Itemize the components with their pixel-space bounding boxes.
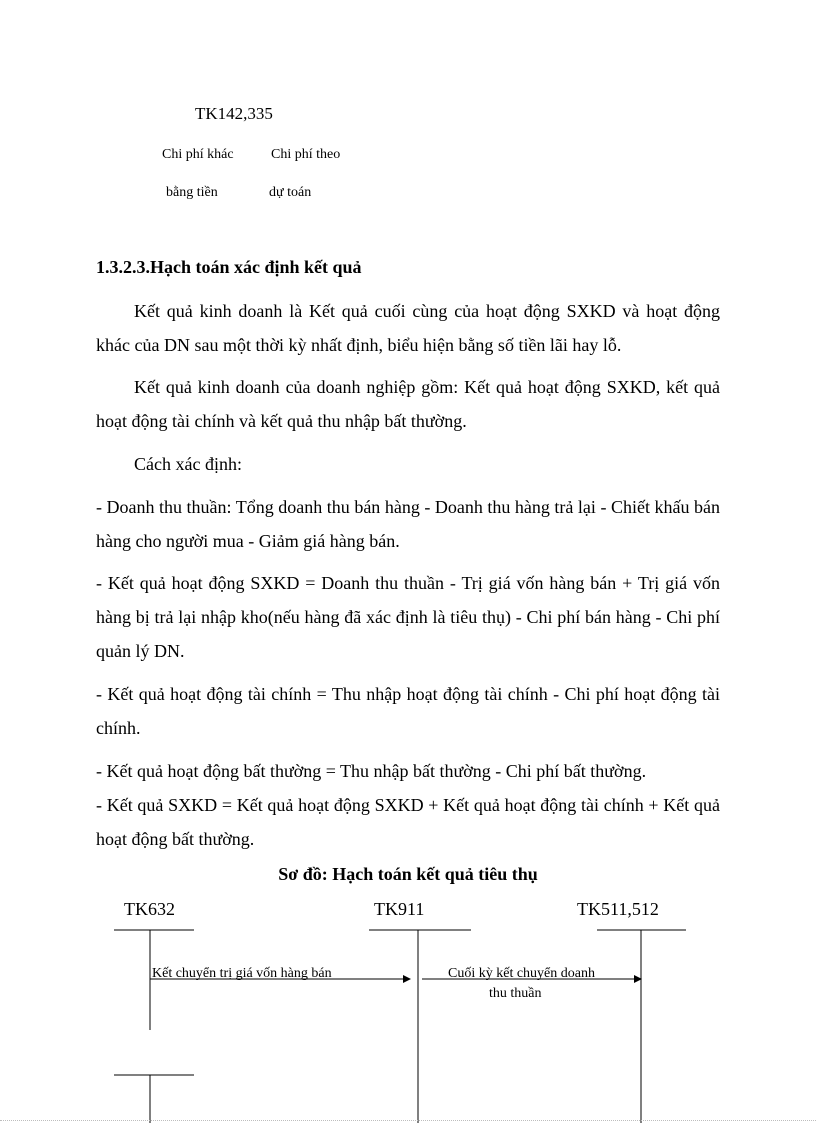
- paragraph-method: Cách xác định:: [134, 454, 242, 474]
- arrow2-label-line1: Cuối kỳ kết chuyển doanh: [448, 966, 595, 981]
- top-col-right-line2: dự toán: [269, 185, 312, 200]
- bullet-net-revenue: - Doanh thu thuần: Tổng doanh thu bán hàng - Doanh thu hàng trả lại - Chiết khấu bán hàng cho người mua - Giảm giá hàng bán.: [96, 497, 720, 551]
- arrow1-label: Kết chuyển trị giá vốn hàng bán: [152, 966, 332, 981]
- bullet-sxkd-result: - Kết quả hoạt động SXKD = Doanh thu thuần - Trị giá vốn hàng bán + Trị giá vốn hàng bị trả lại nhập kho(nếu hàng đã xác định là tiêu thụ) - Chi phí bán hàng - Chi phí quản lý DN.: [96, 573, 720, 661]
- section-heading: 1.3.2.3.Hạch toán xác định kết quả: [96, 257, 362, 277]
- account-tk632: TK632: [124, 899, 175, 919]
- account-tk511-512: TK511,512: [577, 899, 659, 919]
- diagram-title: Sơ đồ: Hạch toán kết quả tiêu thụ: [278, 864, 538, 884]
- paragraph-definition: Kết quả kinh doanh là Kết quả cuối cùng của hoạt động SXKD và hoạt động khác của DN sau một thời kỳ nhất định, biểu hiện bằng số tiền lãi hay lỗ.: [96, 301, 720, 355]
- top-col-left-line2: bằng tiền: [166, 185, 218, 200]
- top-col-left-line1: Chi phí khác: [162, 147, 234, 162]
- arrow2-label-line2: thu thuần: [489, 986, 542, 1001]
- bullet-financial-result: - Kết quả hoạt động tài chính = Thu nhập hoạt động tài chính - Chi phí hoạt động tài chính.: [96, 684, 720, 738]
- page-edge: [0, 1120, 816, 1121]
- bullet-total-result: - Kết quả SXKD = Kết quả hoạt động SXKD + Kết quả hoạt động tài chính + Kết quả hoạt động bất thường.: [96, 795, 720, 849]
- top-col-right-line1: Chi phí theo: [271, 147, 341, 162]
- top-account-label: TK142,335: [195, 104, 273, 123]
- paragraph-components: Kết quả kinh doanh của doanh nghiệp gồm: Kết quả hoạt động SXKD, kết quả hoạt động tài chính và kết quả thu nhập bất thường.: [96, 377, 720, 431]
- account-tk911: TK911: [374, 899, 425, 919]
- bullet-extraordinary-result: - Kết quả hoạt động bất thường = Thu nhập bất thường - Chi phí bất thường.: [96, 761, 647, 781]
